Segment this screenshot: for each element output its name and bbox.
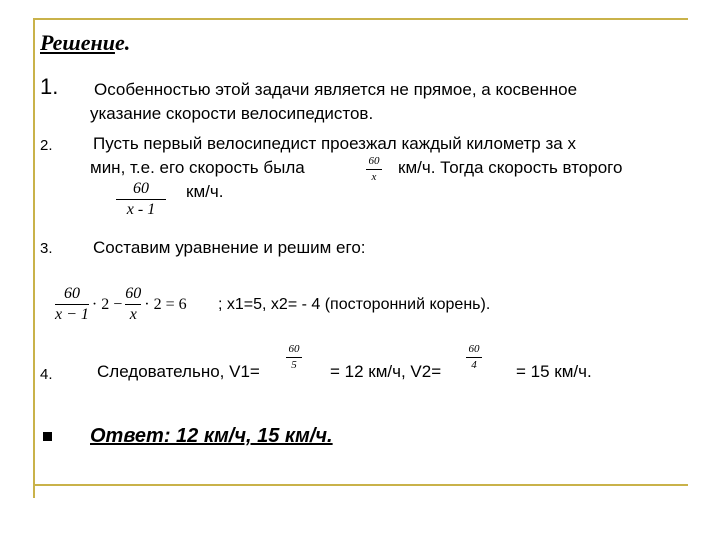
answer-text: Ответ: 12 км/ч, 15 км/ч. xyxy=(90,425,333,447)
slide-title xyxy=(40,30,130,56)
bottom-border-line xyxy=(33,484,688,486)
speed1-denominator: x xyxy=(371,171,377,183)
item-4-line-1: Следовательно, V1= xyxy=(97,362,260,381)
item-2-line-4: км/ч. xyxy=(186,182,224,201)
title-rest: е. xyxy=(114,30,131,55)
item-2-line-3: км/ч. Тогда скорость второго xyxy=(398,158,623,177)
v1-numerator: 60 xyxy=(288,343,300,355)
eq-fraction-1-denominator: x − 1 xyxy=(55,306,89,323)
speed1-fraction xyxy=(366,156,382,183)
v1-denominator: 5 xyxy=(291,359,297,371)
item-2-line-2: мин, т.е. его скорость была xyxy=(90,158,305,177)
item-1-number: 1. xyxy=(40,74,59,99)
item-2-line-1: Пусть первый велосипедист проезжал каждый километр за х xyxy=(93,134,576,153)
item-1-line-1: Особенностью этой задачи является не прямое, а косвенное xyxy=(94,80,578,99)
item-2-number: 2. xyxy=(40,137,53,154)
title-underlined: Решени xyxy=(40,30,115,55)
item-1-line-2: указание скорости велосипедистов. xyxy=(90,104,374,123)
equation-solution: ; х1=5, х2= - 4 (посторонний корень). xyxy=(218,296,491,313)
eq-fraction-2-bar xyxy=(125,304,141,305)
v2-numerator: 60 xyxy=(468,343,480,355)
speed1-fraction-bar xyxy=(366,169,382,170)
eq-operator-2: · 2 = 6 xyxy=(144,295,187,313)
eq-fraction-2-denominator: x xyxy=(129,306,137,323)
speed2-fraction-bar xyxy=(116,199,166,200)
item-3-number: 3. xyxy=(40,240,53,257)
speed2-fraction xyxy=(116,181,166,218)
eq-fraction-1-numerator: 60 xyxy=(63,285,80,302)
left-border-line xyxy=(33,18,35,498)
speed2-denominator: x - 1 xyxy=(126,201,156,218)
item-3-line-1: Составим уравнение и решим его: xyxy=(93,238,366,257)
v2-denominator: 4 xyxy=(471,359,477,371)
item-4-line-2: = 12 км/ч, V2= xyxy=(330,362,442,381)
speed2-numerator: 60 xyxy=(133,180,149,197)
eq-fraction-2-numerator: 60 xyxy=(125,285,142,302)
equation xyxy=(55,286,190,323)
v2-fraction-bar xyxy=(466,357,482,358)
v2-fraction xyxy=(466,344,482,371)
item-4-number: 4. xyxy=(40,366,53,383)
eq-operator-1: · 2 − xyxy=(91,295,123,313)
square-bullet-icon xyxy=(43,432,52,441)
eq-fraction-2 xyxy=(125,286,141,323)
v1-fraction-bar xyxy=(286,357,302,358)
eq-fraction-1 xyxy=(55,286,89,323)
speed1-numerator: 60 xyxy=(368,155,380,167)
top-border-line xyxy=(33,18,688,20)
eq-fraction-1-bar xyxy=(55,304,89,305)
item-4-line-3: = 15 км/ч. xyxy=(516,362,592,381)
v1-fraction xyxy=(286,344,302,371)
